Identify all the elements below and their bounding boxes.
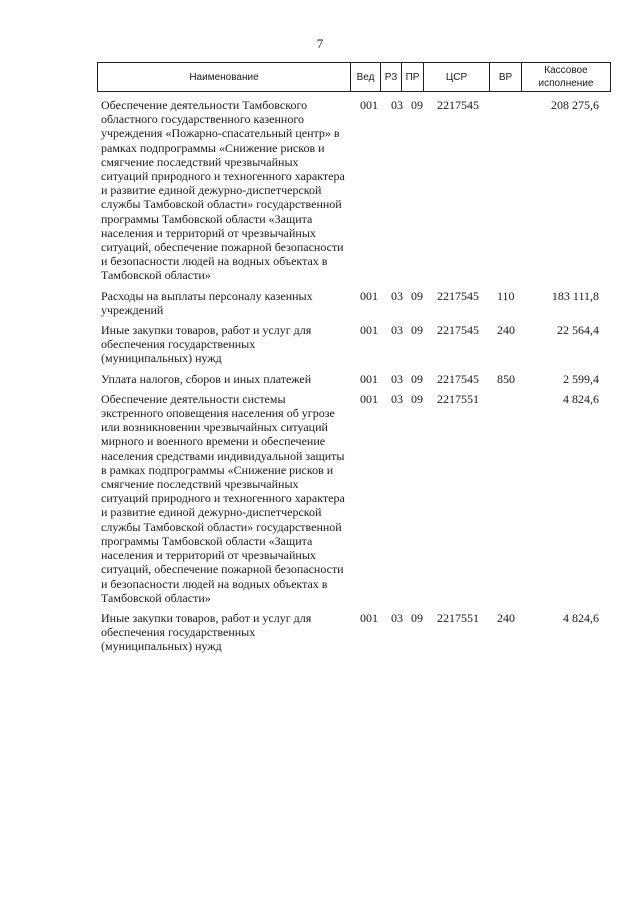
row-csr: 2217545 xyxy=(437,98,479,112)
row-csr: 2217545 xyxy=(437,371,479,386)
row-name: Расходы на выплаты персоналу казенных учреждений xyxy=(101,288,313,317)
row-rz: 03 xyxy=(391,323,403,338)
row-sum: 183 111,8 xyxy=(551,288,599,303)
row-sum: 2 599,4 xyxy=(563,371,599,386)
row-sum: 22 564,4 xyxy=(557,323,599,338)
header-ved: Вед xyxy=(351,63,381,91)
row-pr: 09 xyxy=(411,288,423,303)
table-row xyxy=(97,98,611,283)
row-sum: 4 824,6 xyxy=(563,391,599,406)
row-name: Обеспечение деятельности системы экстренного оповещения населения об угрозе или возникновении чрезвычайных ситуаций мирного и военного времени и обеспечение населения средствами индивидуальной защиты в рамках подпрограммы «Снижение рисков и смягчение последствий чрезвычайных ситуаций природного и техногенного характера и развитие единой дежурно-диспетчерской службы Тамбовской области» государственной программы Тамбовской области «Защита населения и территорий от чрезвычайных ситуаций, обеспечение пожарной безопасности и безопасности людей на водных объектах в Тамбовской области» xyxy=(101,391,345,605)
row-pr: 09 xyxy=(411,610,423,625)
row-csr: 2217545 xyxy=(437,288,479,303)
row-rz: 03 xyxy=(391,288,403,303)
row-csr: 2217551 xyxy=(437,391,479,406)
row-vr: 240 xyxy=(497,610,515,625)
row-pr: 09 xyxy=(411,98,423,112)
row-sum: 4 824,6 xyxy=(563,610,599,625)
row-name: Уплата налогов, сборов и иных платежей xyxy=(101,371,312,386)
page-number: 7 xyxy=(316,36,324,51)
row-ved: 001 xyxy=(360,288,378,303)
row-rz: 03 xyxy=(391,98,403,112)
header-csr: ЦСР xyxy=(424,63,490,91)
row-name: Обеспечение деятельности Тамбовского областного государственного казенного учреждения «Пожарно-спасательный центр» в рамках подпрограммы «Снижение рисков и смягчение последствий чрезвычайных ситуаций природного и техногенного характера и развитие единой дежурно-диспетчерской службы Тамбовской области» государственной программы Тамбовской области «Защита населения и территорий от чрезвычайных ситуаций, обеспечение пожарной безопасности и безопасности людей на водных объектах в Тамбовской области» xyxy=(101,98,345,283)
row-name: Иные закупки товаров, работ и услуг для обеспечения государственных (муниципальных) нужд xyxy=(101,323,312,366)
table-row xyxy=(97,611,611,654)
row-ved: 001 xyxy=(360,323,378,338)
row-sum: 208 275,6 xyxy=(551,98,599,112)
header-pr: ПР xyxy=(402,63,424,91)
row-vr: 850 xyxy=(497,371,515,386)
table-row xyxy=(97,372,611,386)
header-name: Наименование xyxy=(98,63,351,91)
row-csr: 2217545 xyxy=(437,323,479,338)
row-ved: 001 xyxy=(360,98,378,112)
row-vr: 240 xyxy=(497,323,515,338)
row-ved: 001 xyxy=(360,391,378,406)
row-rz: 03 xyxy=(391,371,403,386)
table-body xyxy=(97,92,611,654)
table-row xyxy=(97,323,611,366)
row-pr: 09 xyxy=(411,391,423,406)
table-row xyxy=(97,392,611,605)
header-sum: Кассовое исполнение xyxy=(538,65,594,89)
row-rz: 03 xyxy=(391,391,403,406)
row-ved: 001 xyxy=(360,371,378,386)
row-rz: 03 xyxy=(391,610,403,625)
row-pr: 09 xyxy=(411,371,423,386)
table-row xyxy=(97,289,611,317)
table-header xyxy=(97,62,611,92)
row-ved: 001 xyxy=(360,610,378,625)
row-vr: 110 xyxy=(497,288,515,303)
header-rz: РЗ xyxy=(381,63,402,91)
header-vr: ВР xyxy=(490,63,522,91)
row-pr: 09 xyxy=(411,323,423,338)
row-name: Иные закупки товаров, работ и услуг для обеспечения государственных (муниципальных) нужд xyxy=(101,610,312,654)
row-csr: 2217551 xyxy=(437,610,479,625)
